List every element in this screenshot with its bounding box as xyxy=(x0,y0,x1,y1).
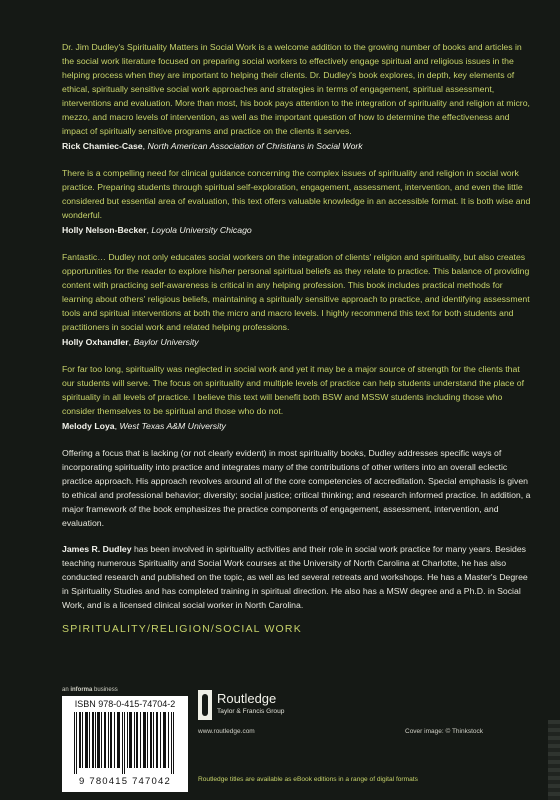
reviewer-affiliation: Baylor University xyxy=(133,337,199,347)
book-description: Offering a focus that is lacking (or not clearly evident) in most spirituality books, Dudley addresses specific ways of incorporating spirituality into practice and integrates many of the contributions of other writers into an overall eclectic practice approach. His approach revolves around all of the core competencies of accreditation. Special emphasis is given to ethical and professional behavior; diversity; social justice; critical thinking; and research informed practice. In addition, a major framework of the book emphasizes the practice components of engagement, assessment, intervention, and evaluation. xyxy=(62,448,531,528)
author-bio xyxy=(62,542,532,612)
reviewer-name: Rick Chamiec-Case xyxy=(62,141,143,151)
review-text: For far too long, spirituality was neglected in social work and yet it may be a major source of strength for the clients that our students will serve. The focus on spirituality and multiple levels of practice can help students understand the place of spirituality in all levels of practice. I believe this text will benefit both BSW and MSSW students including those who consider themselves to be spiritual and those who do not. xyxy=(62,364,524,416)
reviewer-affiliation: North American Association of Christians in Social Work xyxy=(147,141,363,151)
review-text: Fantastic… Dudley not only educates social workers on the integration of clients' religion and spirituality, but also creates opportunities for the reader to explore his/her personal spiritual beliefs as they relate to practice. This balance of providing content with practicing self-awareness is critical in any helping profession. This book includes practical methods for learning about others' religious beliefs, maintaining a spiritually sensitive approach to practice, and identifying assessment tools and spiritual interventions at both the micro and macro levels. I highly recommend this text for both students and practitioners in social work and related helping professions. xyxy=(62,252,530,332)
reviewer-credit: Melody Loya, West Texas A&M University xyxy=(62,421,226,431)
isbn-label: ISBN 978-0-415-74704-2 xyxy=(74,699,176,709)
reviewer-credit: Holly Nelson-Becker, Loyola University Chicago xyxy=(62,225,252,235)
subject-category: SPIRITUALITY/RELIGION/SOCIAL WORK xyxy=(62,623,302,635)
informa-business-tag xyxy=(62,687,118,693)
isbn-barcode xyxy=(62,696,188,792)
reviewer-name: Holly Nelson-Becker xyxy=(62,225,147,235)
author-bio-text: has been involved in spirituality activities and their role in social work practice for many years. Besides teaching numerous Spirituality and Social Work courses at the University of North Carolina at Charlotte, he has also conducted research and published on the topic, as well as led several retreats and workshops. He has a Master's Degree in Spirituality Studies and has completed training in spiritual direction. He also has a MSW degree and a Ph.D. in Social Work, and is a licensed clinical social worker in North Carolina. xyxy=(62,544,528,610)
publisher-group: Taylor & Francis Group xyxy=(217,708,285,715)
informa-suffix: business xyxy=(92,687,118,693)
spine-edge-decoration xyxy=(548,720,560,800)
review-text: Dr. Jim Dudley's Spirituality Matters in Social Work is a welcome addition to the growing number of books and articles in the social work literature focused on preparing social workers to effectively engage spiritual and religious issues in the helping process when they are important to helping their clients. Dr. Dudley's book explores, in depth, key elements of ethical, spiritually sensitive social work approaches and strategies in terms of engagement, spiritual assessment, interventions and evaluation. More than most, his book pays attention to the integration of spirituality and religion at micro, mezzo, and macro levels of intervention, as well as the important question of how to determine the effectiveness and impact of spiritually sensitive programs and practice on the clients it serves. xyxy=(62,42,530,136)
reviewer-name: Melody Loya xyxy=(62,421,115,431)
publisher-name: Routledge xyxy=(217,691,277,706)
reviewer-affiliation: Loyola University Chicago xyxy=(151,225,252,235)
author-name: James R. Dudley xyxy=(62,544,132,554)
review-text: There is a compelling need for clinical guidance concerning the complex issues of spirituality and religion in social work practice. Preparing students through spiritual self-exploration, engagement, assessment, intervention, and even the little considered but essential area of evaluation, this text offers valuable knowledge in an accessible format. It is both wise and wonderful. xyxy=(62,168,531,220)
informa-brand: informa xyxy=(70,687,93,693)
informa-prefix: an xyxy=(62,687,71,693)
publisher-url[interactable]: www.routledge.com xyxy=(198,728,255,735)
reviewer-credit: Rick Chamiec-Case, North American Association of Christians in Social Work xyxy=(62,141,363,151)
publisher-block xyxy=(198,690,338,740)
barcode-digits: 9 780415 747042 xyxy=(79,776,171,787)
reviewer-name: Holly Oxhandler xyxy=(62,337,129,347)
reviewer-affiliation: West Texas A&M University xyxy=(119,421,226,431)
routledge-logo-icon xyxy=(198,690,212,720)
ebook-availability-note: Routledge titles are available as eBook editions in a range of digital formats xyxy=(198,776,418,783)
reviewer-credit: Holly Oxhandler, Baylor University xyxy=(62,337,199,347)
back-cover-content xyxy=(62,40,532,635)
barcode-bars xyxy=(74,712,176,774)
cover-image-credit: Cover image: © Thinkstock xyxy=(405,728,484,735)
